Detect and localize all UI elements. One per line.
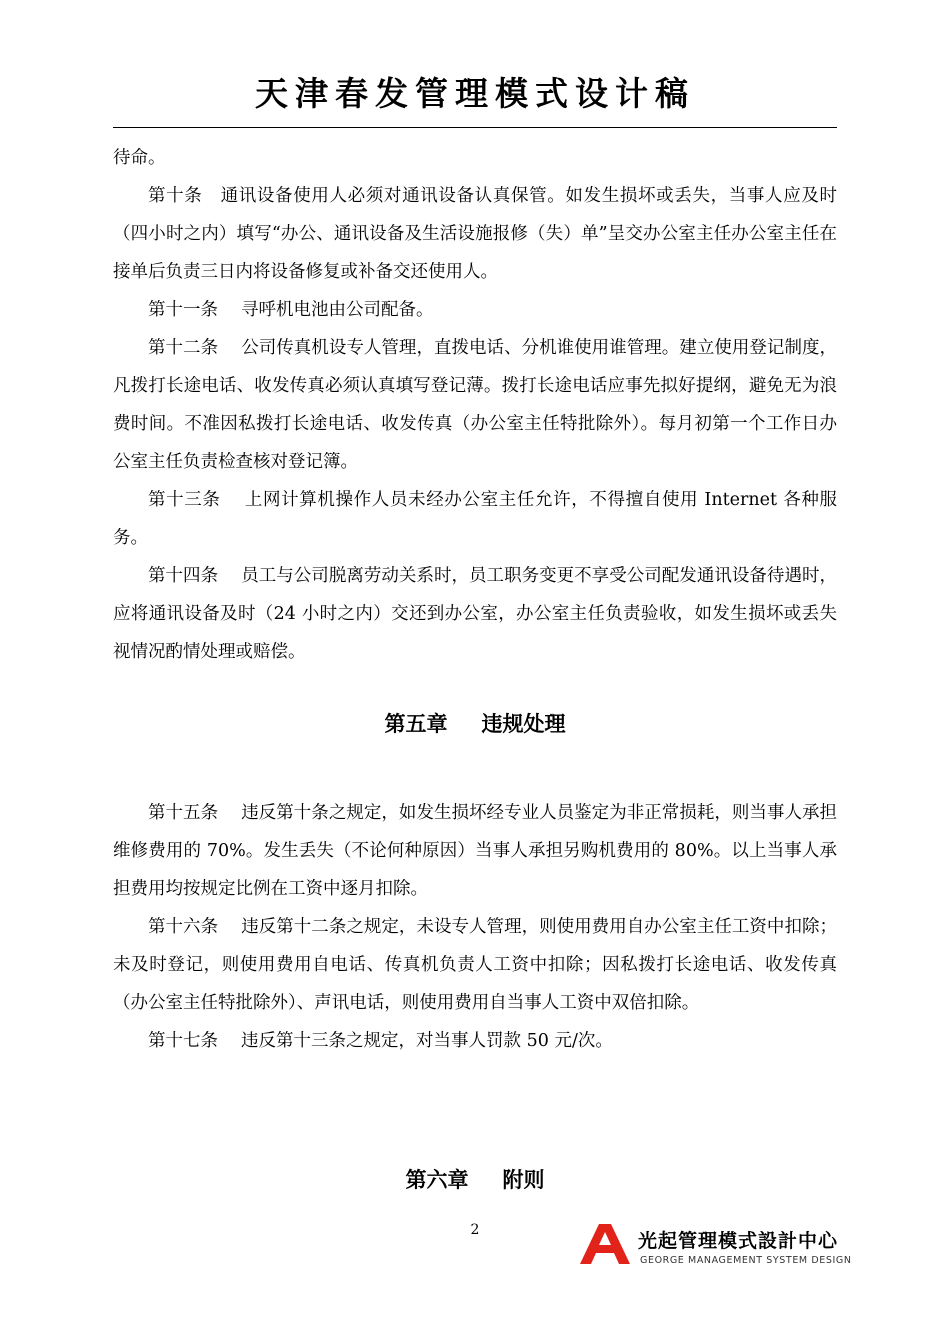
chapter-5-number: 第五章 — [384, 712, 448, 736]
header-divider — [113, 127, 837, 128]
article-15: 第十五条 违反第十条之规定，如发生损坏经专业人员鉴定为非正常损耗，则当事人承担维修费用的 70%。发生丢失（不论何种原因）当事人承担另购机费用的 80%。以上当事人承担费用均按规定比例在工资中逐月扣除。 — [113, 803, 837, 899]
logo-english-name: GEORGE MANAGEMENT SYSTEM DESIGN — [640, 1255, 852, 1266]
article-12: 第十二条 公司传真机设专人管理，直拨电话、分机谁使用谁管理。建立使用登记制度，凡拨打长途电话、收发传真必须认真填写登记薄。拨打长途电话应事先拟好提纲，避免无为浪费时间。不准因私拨打长途电话、收发传真（办公室主任特批除外）。每月初第一个工作日办公室主任负责检查核对登记簿。 — [113, 338, 837, 472]
chapter-6-heading — [0, 1164, 950, 1194]
section-telecom-rules — [113, 139, 837, 671]
chapter-5-title: 违规处理 — [481, 712, 566, 736]
article-14: 第十四条 员工与公司脱离劳动关系时，员工职务变更不享受公司配发通讯设备待遇时，应将通讯设备及时（24 小时之内）交还到办公室，办公室主任负责验收，如发生损坏或丢失视情况酌情处理或赔偿。 — [113, 566, 837, 662]
article-11: 第十一条 寻呼机电池由公司配备。 — [148, 300, 434, 320]
company-logo — [576, 1222, 852, 1272]
section-violations — [113, 794, 837, 1060]
chapter-6-title: 附则 — [502, 1168, 545, 1192]
article-10: 第十条 通讯设备使用人必须对通讯设备认真保管。如发生损坏或丢失，当事人应及时（四小时之内）填写“办公、通讯设备及生活设施报修（失）单”呈交办公室主任办公室主任在接单后负责三日内将设备修复或补备交还使用人。 — [113, 186, 837, 282]
logo-chinese-name: 光起管理模式設計中心 — [638, 1230, 839, 1252]
chapter-6-number: 第六章 — [405, 1168, 469, 1192]
article-13: 第十三条 上网计算机操作人员未经办公室主任允许，不得擅自使用 Internet 各种服务。 — [113, 490, 837, 548]
article-16: 第十六条 违反第十二条之规定，未设专人管理，则使用费用自办公室主任工资中扣除；未及时登记，则使用费用自电话、传真机负责人工资中扣除；因私拨打长途电话、收发传真（办公室主任特批除外）、声讯电话，则使用费用自当事人工资中双倍扣除。 — [113, 917, 837, 1013]
page-number: 2 — [470, 1222, 480, 1238]
document-header-title: 天津春发管理模式设计稿 — [255, 74, 695, 113]
article-17: 第十七条 违反第十三条之规定，对当事人罚款 50 元/次。 — [148, 1031, 613, 1051]
logo-a-mark-icon — [576, 1222, 634, 1266]
chapter-5-heading — [0, 708, 950, 738]
paragraph-continuation: 待命。 — [113, 148, 166, 168]
